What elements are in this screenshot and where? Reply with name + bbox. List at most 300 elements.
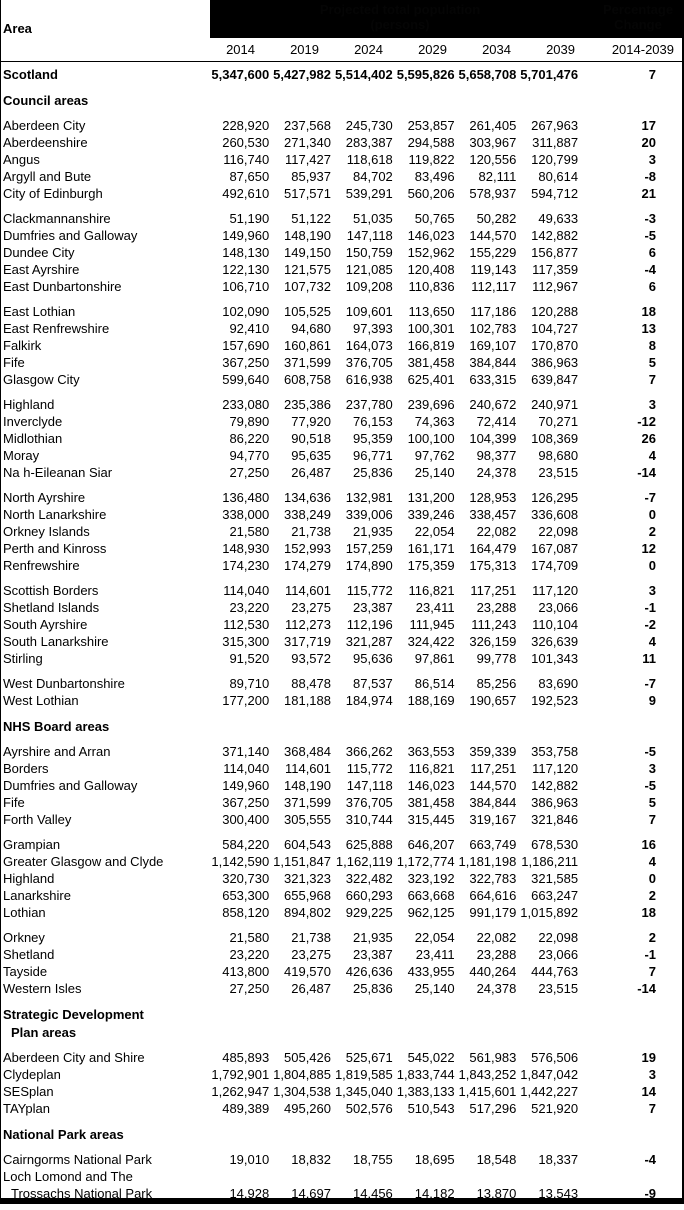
population-value: 368,484 bbox=[284, 744, 331, 759]
percentage-change: 4 bbox=[648, 854, 656, 869]
percentage-change: -8 bbox=[644, 169, 656, 184]
population-value: 184,974 bbox=[345, 693, 393, 708]
population-value: 324,422 bbox=[407, 634, 455, 649]
population-value: 608,758 bbox=[284, 372, 331, 387]
area-name: City of Edinburgh bbox=[3, 186, 103, 201]
table-row bbox=[0, 870, 684, 887]
population-value: 51,035 bbox=[353, 211, 393, 226]
area-name: Midlothian bbox=[3, 431, 63, 446]
population-value: 267,963 bbox=[531, 118, 579, 133]
area-name: Na h-Eileanan Siar bbox=[3, 465, 113, 480]
header-band bbox=[210, 0, 684, 38]
population-value: 1,442,227 bbox=[520, 1084, 579, 1099]
population-value: 100,100 bbox=[407, 431, 455, 446]
area-name: Lothian bbox=[3, 905, 46, 920]
population-value: 419,570 bbox=[284, 964, 331, 979]
population-value: 117,186 bbox=[470, 304, 517, 319]
population-value: 23,387 bbox=[353, 947, 393, 962]
population-value: 323,192 bbox=[407, 871, 455, 886]
population-value: 664,616 bbox=[469, 888, 517, 903]
year-header: 2019 bbox=[290, 42, 319, 57]
population-value: 117,251 bbox=[470, 761, 517, 776]
area-name: Lanarkshire bbox=[3, 888, 71, 903]
population-value: 510,543 bbox=[407, 1101, 455, 1116]
spacer-row bbox=[0, 83, 684, 91]
area-name: Shetland Islands bbox=[3, 600, 100, 615]
table-row bbox=[0, 777, 684, 794]
population-value: 122,130 bbox=[222, 262, 270, 277]
population-value: 315,300 bbox=[222, 634, 270, 649]
population-value: 539,291 bbox=[345, 186, 393, 201]
population-value: 117,120 bbox=[532, 583, 579, 598]
population-value: 584,220 bbox=[222, 837, 270, 852]
percentage-change: 5 bbox=[648, 355, 656, 370]
table-row bbox=[0, 1185, 684, 1202]
population-value: 147,118 bbox=[346, 228, 393, 243]
population-value: 93,572 bbox=[291, 651, 331, 666]
population-value: 97,861 bbox=[414, 651, 455, 666]
percentage-change: -14 bbox=[637, 465, 656, 480]
population-value: 132,981 bbox=[345, 490, 393, 505]
section-heading-row bbox=[0, 1005, 684, 1023]
population-value: 111,243 bbox=[471, 617, 517, 632]
population-value: 22,054 bbox=[414, 524, 455, 539]
area-name: Western Isles bbox=[3, 981, 82, 996]
population-value: 175,359 bbox=[407, 558, 455, 573]
population-value: 114,601 bbox=[284, 583, 331, 598]
table-row bbox=[0, 66, 684, 83]
population-value: 1,304,538 bbox=[273, 1084, 331, 1099]
population-value: 98,680 bbox=[538, 448, 579, 463]
population-value: 116,821 bbox=[408, 761, 455, 776]
population-value: 146,023 bbox=[407, 228, 455, 243]
population-value: 561,983 bbox=[469, 1050, 517, 1065]
area-name: West Lothian bbox=[3, 693, 79, 708]
population-value: 174,279 bbox=[284, 558, 331, 573]
table-row bbox=[0, 887, 684, 904]
area-name: Inverclyde bbox=[3, 414, 63, 429]
population-value: 19,010 bbox=[229, 1152, 270, 1167]
population-value: 118,618 bbox=[346, 152, 393, 167]
population-value: 22,082 bbox=[476, 930, 517, 945]
area-name: Highland bbox=[3, 397, 55, 412]
table-row bbox=[0, 320, 684, 337]
year-header: 2039 bbox=[546, 42, 575, 57]
year-header: 2024 bbox=[354, 42, 383, 57]
table-row bbox=[0, 134, 684, 151]
population-value: 152,993 bbox=[284, 541, 331, 556]
table-row bbox=[0, 540, 684, 557]
area-name: Loch Lomond and The bbox=[3, 1169, 133, 1184]
population-value: 192,523 bbox=[531, 693, 579, 708]
table-row bbox=[0, 904, 684, 921]
population-value: 339,246 bbox=[407, 507, 455, 522]
population-value: 115,772 bbox=[346, 583, 393, 598]
section-heading-row bbox=[0, 1125, 684, 1143]
percentage-change: 18 bbox=[641, 304, 656, 319]
population-value: 663,247 bbox=[531, 888, 579, 903]
percentage-change: 3 bbox=[648, 397, 656, 412]
year-header: 2029 bbox=[418, 42, 447, 57]
population-value: 300,400 bbox=[222, 812, 270, 827]
spacer-row bbox=[0, 1117, 684, 1125]
population-value: 155,229 bbox=[469, 245, 517, 260]
percentage-change: -2 bbox=[644, 617, 656, 632]
area-name: Perth and Kinross bbox=[3, 541, 107, 556]
area-name: Glasgow City bbox=[3, 372, 80, 387]
population-value: 23,066 bbox=[538, 947, 579, 962]
population-value: 1,843,252 bbox=[458, 1067, 517, 1082]
table-row bbox=[0, 278, 684, 295]
population-value: 1,181,198 bbox=[458, 854, 517, 869]
population-value: 646,207 bbox=[407, 837, 455, 852]
table-row bbox=[0, 337, 684, 354]
area-name: Cairngorms National Park bbox=[3, 1152, 152, 1167]
population-value: 150,759 bbox=[345, 245, 393, 260]
population-value: 114,040 bbox=[223, 583, 270, 598]
population-value: 85,937 bbox=[291, 169, 331, 184]
population-value: 237,780 bbox=[345, 397, 393, 412]
population-value: 117,251 bbox=[470, 583, 517, 598]
population-value: 77,920 bbox=[291, 414, 331, 429]
population-value: 18,548 bbox=[476, 1152, 517, 1167]
area-name: Aberdeen City and Shire bbox=[3, 1050, 145, 1065]
population-value: 98,377 bbox=[476, 448, 517, 463]
percentage-change: 2 bbox=[648, 524, 656, 539]
population-value: 91,520 bbox=[229, 651, 270, 666]
population-value: 22,098 bbox=[538, 524, 579, 539]
population-value: 83,496 bbox=[414, 169, 455, 184]
percentage-change: 7 bbox=[648, 1101, 656, 1116]
population-value: 319,167 bbox=[469, 812, 517, 827]
percentage-change: 6 bbox=[648, 279, 656, 294]
population-value: 119,143 bbox=[470, 262, 517, 277]
population-value: 97,762 bbox=[414, 448, 455, 463]
percentage-change: 13 bbox=[641, 321, 656, 336]
population-value: 92,410 bbox=[229, 321, 270, 336]
percentage-change: 3 bbox=[648, 152, 656, 167]
population-value: 152,962 bbox=[407, 245, 455, 260]
percentage-change: 7 bbox=[648, 812, 656, 827]
population-value: 95,636 bbox=[353, 651, 393, 666]
percentage-change-title: Percentage Change bbox=[602, 2, 674, 32]
area-name: Scottish Borders bbox=[3, 583, 99, 598]
table-row bbox=[0, 303, 684, 320]
area-name: Greater Glasgow and Clyde bbox=[3, 854, 164, 869]
percentage-change: 8 bbox=[648, 338, 656, 353]
population-value: 338,249 bbox=[284, 507, 331, 522]
population-value: 625,888 bbox=[345, 837, 393, 852]
population-value: 233,080 bbox=[222, 397, 270, 412]
population-value: 89,710 bbox=[229, 676, 270, 691]
population-value: 24,378 bbox=[476, 981, 517, 996]
table-row bbox=[0, 811, 684, 828]
population-value: 625,401 bbox=[407, 372, 455, 387]
population-value: 576,506 bbox=[531, 1050, 579, 1065]
population-value: 121,575 bbox=[284, 262, 331, 277]
population-value: 1,162,119 bbox=[335, 854, 393, 869]
population-value: 322,783 bbox=[469, 871, 517, 886]
population-value: 376,705 bbox=[345, 795, 393, 810]
population-value: 326,159 bbox=[469, 634, 517, 649]
table-row bbox=[0, 929, 684, 946]
percentage-change: -7 bbox=[644, 490, 656, 505]
population-value: 338,000 bbox=[222, 507, 270, 522]
population-value: 23,387 bbox=[353, 600, 393, 615]
area-name: Argyll and Bute bbox=[3, 169, 92, 184]
table-row bbox=[0, 413, 684, 430]
population-value: 86,220 bbox=[229, 431, 270, 446]
section-heading: Council areas bbox=[3, 92, 89, 108]
population-value: 367,250 bbox=[222, 795, 270, 810]
population-value: 228,920 bbox=[222, 118, 270, 133]
area-name: Forth Valley bbox=[3, 812, 72, 827]
population-value: 1,186,211 bbox=[521, 854, 579, 869]
table-row bbox=[0, 1083, 684, 1100]
percentage-change: -7 bbox=[644, 676, 656, 691]
population-value: 112,273 bbox=[284, 617, 331, 632]
population-value: 616,938 bbox=[345, 372, 393, 387]
population-value: 359,339 bbox=[469, 744, 517, 759]
population-value: 1,383,133 bbox=[396, 1084, 455, 1099]
percentage-change: -3 bbox=[644, 211, 656, 226]
population-value: 1,833,744 bbox=[396, 1067, 455, 1082]
population-value: 100,301 bbox=[407, 321, 455, 336]
table-row bbox=[0, 506, 684, 523]
population-value: 114,040 bbox=[223, 761, 270, 776]
table-row bbox=[0, 489, 684, 506]
population-value: 96,771 bbox=[353, 448, 393, 463]
population-value: 112,117 bbox=[471, 279, 517, 294]
area-name: Dumfries and Galloway bbox=[3, 228, 138, 243]
population-value: 95,359 bbox=[353, 431, 393, 446]
population-value: 260,530 bbox=[222, 135, 270, 150]
population-value: 271,340 bbox=[284, 135, 331, 150]
population-value: 22,082 bbox=[476, 524, 517, 539]
area-name: Aberdeenshire bbox=[3, 135, 88, 150]
table-row bbox=[0, 210, 684, 227]
population-value: 164,073 bbox=[345, 338, 393, 353]
table-row bbox=[0, 692, 684, 709]
population-value: 79,890 bbox=[229, 414, 270, 429]
population-value: 25,836 bbox=[353, 465, 393, 480]
area-name: TAYplan bbox=[3, 1101, 50, 1116]
population-value: 495,260 bbox=[284, 1101, 331, 1116]
population-value: 23,066 bbox=[538, 600, 579, 615]
column-group-title: Projected total population (persons) bbox=[319, 2, 481, 32]
spacer-row bbox=[0, 481, 684, 489]
population-value: 311,887 bbox=[532, 135, 579, 150]
percentage-change: -5 bbox=[644, 744, 656, 759]
population-value: 23,220 bbox=[229, 947, 270, 962]
population-value: 51,190 bbox=[229, 211, 270, 226]
population-value: 678,530 bbox=[531, 837, 579, 852]
area-name: Dundee City bbox=[3, 245, 75, 260]
population-value: 148,190 bbox=[284, 228, 331, 243]
area-name: Stirling bbox=[3, 651, 43, 666]
area-name: East Dunbartonshire bbox=[3, 279, 122, 294]
population-value: 115,772 bbox=[346, 761, 393, 776]
population-value: 320,730 bbox=[222, 871, 270, 886]
percentage-change: -14 bbox=[637, 981, 656, 996]
population-value: 90,518 bbox=[291, 431, 331, 446]
percentage-change: 6 bbox=[648, 245, 656, 260]
percentage-change: 20 bbox=[641, 135, 656, 150]
population-value: 23,275 bbox=[291, 600, 331, 615]
population-value: 5,427,982 bbox=[273, 67, 331, 82]
population-value: 25,140 bbox=[414, 465, 455, 480]
population-value: 110,836 bbox=[408, 279, 455, 294]
population-value: 594,712 bbox=[531, 186, 579, 201]
percentage-change: 16 bbox=[641, 837, 656, 852]
population-value: 94,770 bbox=[229, 448, 270, 463]
population-value: 174,230 bbox=[222, 558, 270, 573]
population-value: 26,487 bbox=[291, 981, 331, 996]
header-divider bbox=[0, 61, 684, 62]
area-name: South Lanarkshire bbox=[3, 634, 109, 649]
area-name: Fife bbox=[3, 355, 25, 370]
spacer-row bbox=[0, 667, 684, 675]
population-value: 24,378 bbox=[476, 465, 517, 480]
population-value: 25,836 bbox=[353, 981, 393, 996]
population-value: 109,601 bbox=[345, 304, 393, 319]
spacer-row bbox=[0, 709, 684, 717]
population-value: 142,882 bbox=[531, 228, 579, 243]
population-value: 18,695 bbox=[414, 1152, 455, 1167]
population-value: 136,480 bbox=[222, 490, 270, 505]
table-row bbox=[0, 963, 684, 980]
population-value: 21,580 bbox=[229, 524, 270, 539]
population-value: 169,107 bbox=[469, 338, 517, 353]
area-name: Aberdeen City bbox=[3, 118, 86, 133]
population-table bbox=[0, 66, 684, 1210]
spacer-row bbox=[0, 1143, 684, 1151]
area-name: Highland bbox=[3, 871, 55, 886]
population-value: 95,635 bbox=[291, 448, 331, 463]
population-value: 120,408 bbox=[407, 262, 455, 277]
population-value: 13,543 bbox=[538, 1186, 579, 1201]
population-value: 164,479 bbox=[469, 541, 517, 556]
table-row bbox=[0, 430, 684, 447]
population-value: 22,098 bbox=[538, 930, 579, 945]
population-value: 14,928 bbox=[229, 1186, 270, 1201]
table-row bbox=[0, 1066, 684, 1083]
year-header: 2034 bbox=[482, 42, 511, 57]
population-value: 21,738 bbox=[291, 524, 331, 539]
population-value: 1,172,774 bbox=[396, 854, 455, 869]
year-header-row bbox=[0, 40, 684, 60]
population-value: 381,458 bbox=[407, 795, 455, 810]
table-row bbox=[0, 1100, 684, 1117]
table-row bbox=[0, 616, 684, 633]
table-row-wrapped-label bbox=[0, 1168, 684, 1185]
population-value: 376,705 bbox=[345, 355, 393, 370]
population-value: 240,672 bbox=[469, 397, 517, 412]
population-value: 384,844 bbox=[469, 795, 517, 810]
population-value: 1,151,847 bbox=[273, 854, 331, 869]
population-value: 1,345,040 bbox=[334, 1084, 393, 1099]
population-value: 112,196 bbox=[346, 617, 393, 632]
population-value: 444,763 bbox=[531, 964, 579, 979]
population-value: 27,250 bbox=[229, 981, 270, 996]
population-value: 88,478 bbox=[291, 676, 331, 691]
table-row bbox=[0, 227, 684, 244]
population-value: 166,819 bbox=[407, 338, 455, 353]
population-value: 5,595,826 bbox=[396, 67, 455, 82]
population-value: 120,556 bbox=[469, 152, 517, 167]
population-value: 1,847,042 bbox=[520, 1067, 579, 1082]
population-value: 321,585 bbox=[531, 871, 579, 886]
population-value: 188,169 bbox=[407, 693, 455, 708]
population-value: 660,293 bbox=[345, 888, 393, 903]
area-name: Orkney Islands bbox=[3, 524, 90, 539]
population-value: 110,104 bbox=[532, 617, 579, 632]
area-name: East Lothian bbox=[3, 304, 76, 319]
population-value: 294,588 bbox=[407, 135, 455, 150]
spacer-row bbox=[0, 202, 684, 210]
section-heading: National Park areas bbox=[3, 1126, 124, 1142]
population-value: 174,890 bbox=[345, 558, 393, 573]
population-value: 489,389 bbox=[222, 1101, 270, 1116]
population-value: 167,087 bbox=[531, 541, 579, 556]
percentage-change: 26 bbox=[641, 431, 656, 446]
population-value: 82,111 bbox=[478, 169, 517, 184]
area-name: Tayside bbox=[3, 964, 48, 979]
area-name: Moray bbox=[3, 448, 40, 463]
population-value: 663,749 bbox=[469, 837, 517, 852]
population-value: 440,264 bbox=[469, 964, 517, 979]
population-value: 245,730 bbox=[345, 118, 393, 133]
population-value: 117,359 bbox=[532, 262, 579, 277]
percentage-change: 0 bbox=[648, 558, 656, 573]
table-row bbox=[0, 371, 684, 388]
percentage-change: -5 bbox=[644, 228, 656, 243]
population-value: 239,696 bbox=[407, 397, 455, 412]
population-value: 70,271 bbox=[538, 414, 579, 429]
section-heading-row bbox=[0, 717, 684, 735]
percentage-change: -4 bbox=[644, 262, 656, 277]
population-value: 111,945 bbox=[409, 617, 455, 632]
population-value: 517,296 bbox=[469, 1101, 517, 1116]
population-value: 433,955 bbox=[407, 964, 455, 979]
percentage-change: 17 bbox=[641, 118, 656, 133]
population-value: 283,387 bbox=[345, 135, 393, 150]
population-value: 87,537 bbox=[353, 676, 393, 691]
table-row bbox=[0, 261, 684, 278]
table-row bbox=[0, 447, 684, 464]
area-name: SESplan bbox=[3, 1084, 54, 1099]
population-value: 366,262 bbox=[345, 744, 393, 759]
percentage-change: -1 bbox=[644, 600, 656, 615]
population-value: 116,740 bbox=[223, 152, 270, 167]
area-name: Borders bbox=[3, 761, 49, 776]
area-name: Dumfries and Galloway bbox=[3, 778, 138, 793]
population-value: 5,514,402 bbox=[334, 67, 393, 82]
area-name: West Dunbartonshire bbox=[3, 676, 125, 691]
area-name: East Renfrewshire bbox=[3, 321, 110, 336]
pct-period-header: 2014-2039 bbox=[611, 42, 674, 57]
population-value: 517,571 bbox=[284, 186, 331, 201]
population-value: 413,800 bbox=[222, 964, 270, 979]
table-row bbox=[0, 168, 684, 185]
population-value: 310,744 bbox=[345, 812, 393, 827]
population-value: 321,287 bbox=[345, 634, 393, 649]
population-value: 599,640 bbox=[222, 372, 270, 387]
population-value: 384,844 bbox=[469, 355, 517, 370]
section-heading-row bbox=[0, 1023, 684, 1041]
percentage-change: -4 bbox=[644, 1152, 656, 1167]
population-value: 505,426 bbox=[284, 1050, 331, 1065]
